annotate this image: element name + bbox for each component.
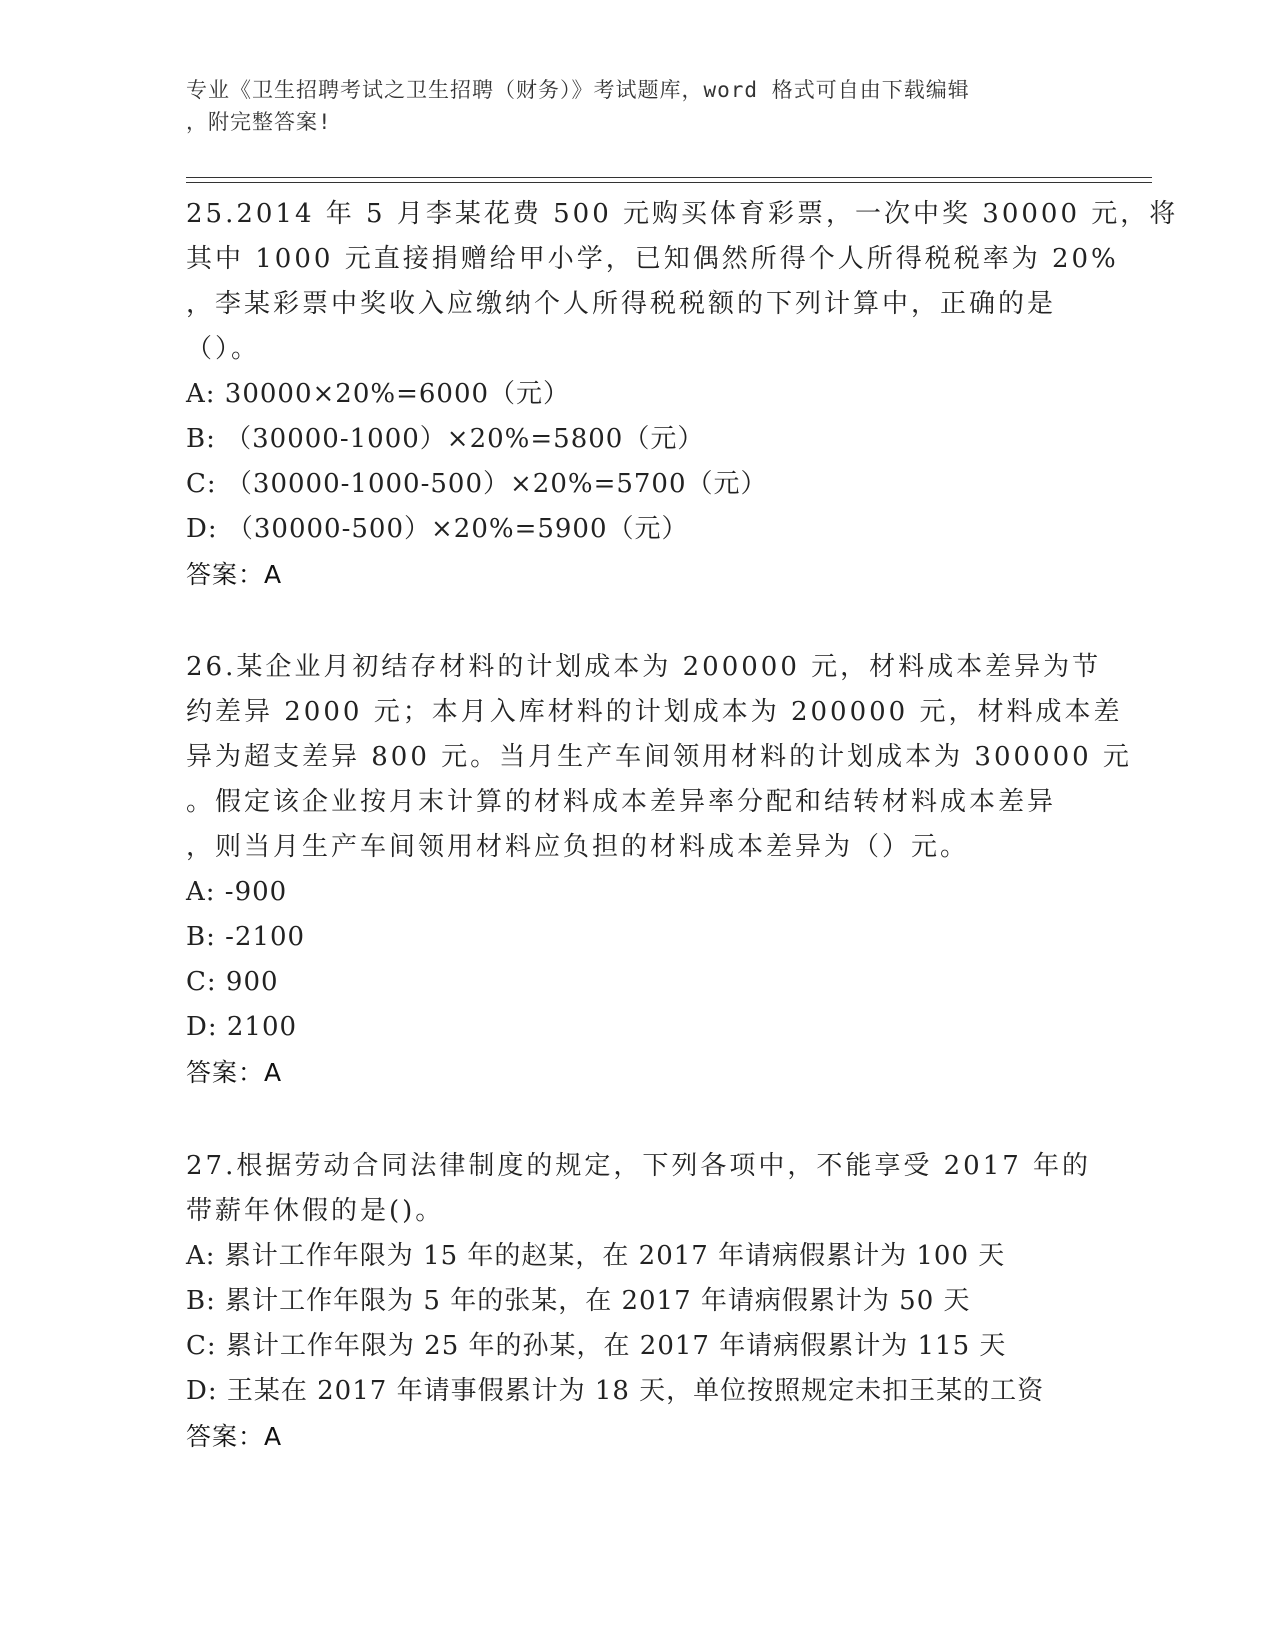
option-d: D: 2100: [186, 1012, 298, 1042]
question-text-line: ，则当月生产车间领用材料应负担的材料成本差异为（）元。: [186, 832, 970, 862]
header-divider-top: [186, 177, 1152, 178]
question-26: [186, 645, 1132, 1095]
option-c: C: （30000-1000-500）×20%=5700（元）: [186, 469, 768, 499]
question-text-line: 其中 1000 元直接捐赠给甲小学，已知偶然所得个人所得税税率为 20%: [186, 244, 1119, 274]
option-d: D: （30000-500）×20%=5900（元）: [186, 514, 689, 544]
question-text-line: （）。: [186, 334, 261, 364]
question-27: [186, 1144, 1092, 1459]
answer-line: 答案：A: [186, 560, 283, 589]
question-text-line: 25.2014 年 5 月李某花费 500 元购买体育彩票，一次中奖 30000 元，将: [186, 199, 1179, 229]
option-a: A: -900: [186, 877, 288, 907]
question-text-line: 。假定该企业按月末计算的材料成本差异率分配和结转材料成本差异: [186, 787, 1057, 817]
question-text-line: 带薪年休假的是()。: [186, 1196, 445, 1226]
option-a: A: 30000×20%=6000（元）: [186, 379, 571, 409]
answer-line: 答案：A: [186, 1422, 283, 1451]
question-25: [186, 192, 1179, 597]
header-divider-bottom: [186, 182, 1152, 183]
option-d: D: 王某在 2017 年请事假累计为 18 天，单位按照规定未扣王某的工资: [186, 1376, 1045, 1406]
option-a: A: 累计工作年限为 15 年的赵某，在 2017 年请病假累计为 100 天: [186, 1241, 1006, 1271]
question-text-line: 约差异 2000 元；本月入库材料的计划成本为 200000 元，材料成本差: [186, 697, 1123, 727]
question-text-line: ，李某彩票中奖收入应缴纳个人所得税税额的下列计算中，正确的是: [186, 289, 1057, 319]
question-text-line: 26.某企业月初结存材料的计划成本为 200000 元，材料成本差异为节: [186, 652, 1102, 682]
question-text-line: 27.根据劳动合同法律制度的规定，下列各项中，不能享受 2017 年的: [186, 1151, 1092, 1181]
option-c: C: 累计工作年限为 25 年的孙某，在 2017 年请病假累计为 115 天: [186, 1331, 1007, 1361]
answer-line: 答案：A: [186, 1058, 283, 1087]
header-line-2: ，附完整答案!: [186, 110, 332, 134]
header-line-1: 专业《卫生招聘考试之卫生招聘（财务）》考试题库，word 格式可自由下载编辑: [186, 78, 970, 102]
option-c: C: 900: [186, 967, 279, 997]
option-b: B: （30000-1000）×20%=5800（元）: [186, 424, 705, 454]
option-b: B: -2100: [186, 922, 306, 952]
option-b: B: 累计工作年限为 5 年的张某，在 2017 年请病假累计为 50 天: [186, 1286, 971, 1316]
document-header: [186, 74, 1086, 138]
question-text-line: 异为超支差异 800 元。当月生产车间领用材料的计划成本为 300000 元: [186, 742, 1132, 772]
